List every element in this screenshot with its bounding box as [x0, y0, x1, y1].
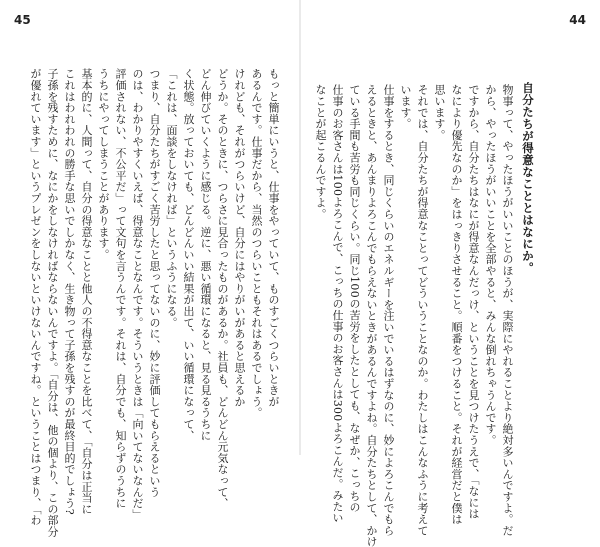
body-line: うちにやってしまうことがあります。: [97, 68, 110, 261]
body-line: 評価されない、不公平だ」って文句を言うんです。それは、自分でも、知らずのうちに: [114, 68, 127, 509]
page-number-right: 44: [569, 13, 586, 27]
body-line: 子孫を残すために、なにかをしなければならないんですよ。「自分は、他の個より、この部分: [46, 68, 59, 538]
body-line: 「これは、面談をしなければ」というふうになる。: [165, 68, 178, 328]
body-line: それでは、自分たちが得意なことってどういうことなのか。わたしはこんなふうに考えて: [416, 84, 429, 536]
body-line: ですから、自分たちはなにが得意なんだっけ、ということを見つけたうえで、「なには: [467, 84, 480, 520]
section-heading: 自分たちが得意なこととはなにか。: [521, 82, 535, 274]
right-page-body: [314, 84, 516, 547]
body-line: 物事って、やったほうがいいことのほうが、実際にやれることより絶対多いんですよ。だ: [501, 84, 514, 536]
body-line: つまり、自分たちがすごく苦労したと思ってないのに、妙に評価してもらえるという: [148, 68, 161, 498]
book-gutter: [299, 0, 301, 455]
body-line: なことが起こるんですよ。: [314, 84, 327, 220]
body-line: 仕事をするとき、同じくらいのエネルギーを注いでいるはずなのに、妙によろこんでもら: [382, 84, 395, 536]
page-number-left: 45: [14, 13, 31, 27]
body-line: 基本的に、人間って、自分の得意なことと他人の不得意なことを比べて、「自分は正当に: [80, 68, 93, 515]
body-line: く状態。放っておいても、どんどんいい結果が出て、いい循環になって、: [182, 68, 195, 441]
body-line: が優れています」というプレゼンをしないといけないんですね。ということはつまり、「わ: [29, 68, 42, 526]
body-line: ている手間も苦労も同じくらい。同じ100の苦労をしたとしても、なぜか、こっちの: [348, 84, 361, 513]
body-line: 思います。: [433, 84, 446, 141]
body-line: もっと簡単にいうと、仕事をやっていて、ものすごくつらいときが: [267, 68, 280, 407]
body-line: います。: [399, 84, 412, 130]
body-line: えるときと、あんまりよろこんでもらえないときがあるんですよね。自分たちとして、かけ: [365, 84, 378, 547]
left-page-body: [29, 68, 282, 538]
body-line: これはわれわれの勝手な思いでしかなく、生き物って子孫を残すのが最終目的でしょう?: [63, 68, 76, 515]
body-line: あるんです。仕事だから、当然のつらいこともそれはあるでしょう。: [250, 68, 263, 419]
body-line: けれども、それがつらいけど、自分にはやりがいがあると思えるか: [233, 68, 246, 407]
body-line: どうか。そのときに、つらさに見合ったものがあるか。社員も、どんどん元気なって、: [216, 68, 229, 509]
body-line: なにより優先なのか」をはっきりさせること。順番をつけること。それが経営だと僕は: [450, 84, 463, 525]
body-line: のは、わかりやすくいえば、得意なことなんです。そういうときは「向いてないなんだ」: [131, 68, 144, 520]
body-line: どん伸びていくように感じる。逆に、悪い循環になると、見る見るうちに: [199, 68, 212, 441]
body-line: から、やったほうがいいことを全部やると、みんな倒れちゃうんです。: [484, 84, 497, 446]
body-line: 仕事のお客さんは100よろこんで、こっちの仕事のお客さんは300よろこんだ。みたい: [331, 84, 344, 524]
